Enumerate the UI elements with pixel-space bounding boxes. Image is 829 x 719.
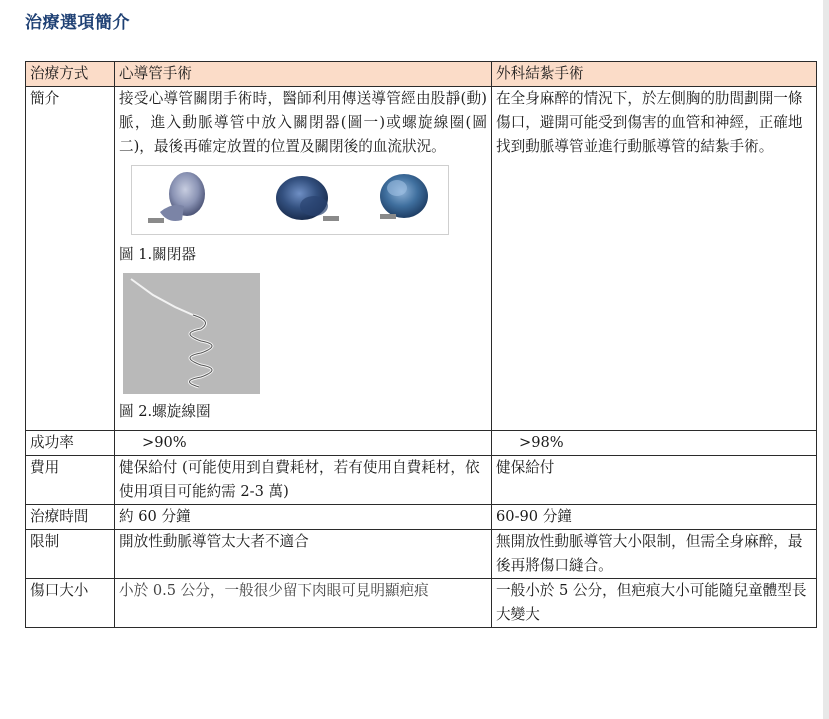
header-surgery: 外科結紮手術 [492, 62, 817, 87]
wound-catheter: 小於 0.5 公分，一般很少留下肉眼可見明顯疤痕 [115, 579, 492, 628]
occluder-device-1 [148, 172, 205, 223]
figure1-caption: 圖 1.關閉器 [119, 246, 196, 263]
occluder-device-2 [276, 176, 339, 221]
row-label-success: 成功率 [26, 431, 115, 456]
duration-surgery: 60-90 分鐘 [492, 505, 817, 530]
figure2-caption: 圖 2.螺旋線圈 [119, 403, 211, 420]
intro-catheter-cell [115, 87, 492, 431]
row-label-duration: 治療時間 [26, 505, 115, 530]
cost-catheter: 健保給付 (可能使用到自費耗材，若有使用自費耗材，依使用項目可能約需 2-3 萬) [115, 456, 492, 505]
row-limits [26, 530, 817, 579]
row-duration [26, 505, 817, 530]
cost-surgery: 健保給付 [492, 456, 817, 505]
row-label-cost: 費用 [26, 456, 115, 505]
table-header-row [26, 62, 817, 87]
coil-figure [123, 273, 260, 394]
page-title: 治療選項簡介 [25, 13, 130, 33]
header-catheter: 心導管手術 [115, 62, 492, 87]
row-label-intro: 簡介 [26, 87, 115, 431]
header-method: 治療方式 [26, 62, 115, 87]
success-surgery: >98% [492, 431, 817, 456]
intro-catheter-text: 接受心導管關閉手術時，醫師利用傳送導管經由股靜(動)脈，進入動脈導管中放入關閉器(圖一)或螺旋線圈(圖二)，最後再確定放置的位置及關閉後的血流狀況。 [119, 90, 487, 155]
row-cost [26, 456, 817, 505]
row-label-wound: 傷口大小 [26, 579, 115, 628]
intro-surgery-cell: 在全身麻醉的情況下，於左側胸的肋間劃開一條傷口，避開可能受到傷害的血管和神經，正確地找到動脈導管並進行動脈導管的結紮手術。 [492, 87, 817, 431]
occluder-image [132, 166, 448, 234]
page-edge [823, 0, 829, 719]
occluder-figure [131, 165, 449, 235]
wound-surgery: 一般小於 5 公分，但疤痕大小可能隨兒童體型長大變大 [492, 579, 817, 628]
row-wound [26, 579, 817, 628]
row-success [26, 431, 817, 456]
success-catheter: >90% [115, 431, 492, 456]
limits-surgery: 無開放性動脈導管大小限制，但需全身麻醉，最後再將傷口縫合。 [492, 530, 817, 579]
row-intro [26, 87, 817, 431]
treatment-table [25, 61, 817, 628]
occluder-device-3 [380, 174, 428, 219]
row-label-limits: 限制 [26, 530, 115, 579]
coil-image [123, 273, 260, 394]
duration-catheter: 約 60 分鐘 [115, 505, 492, 530]
limits-catheter: 開放性動脈導管太大者不適合 [115, 530, 492, 579]
